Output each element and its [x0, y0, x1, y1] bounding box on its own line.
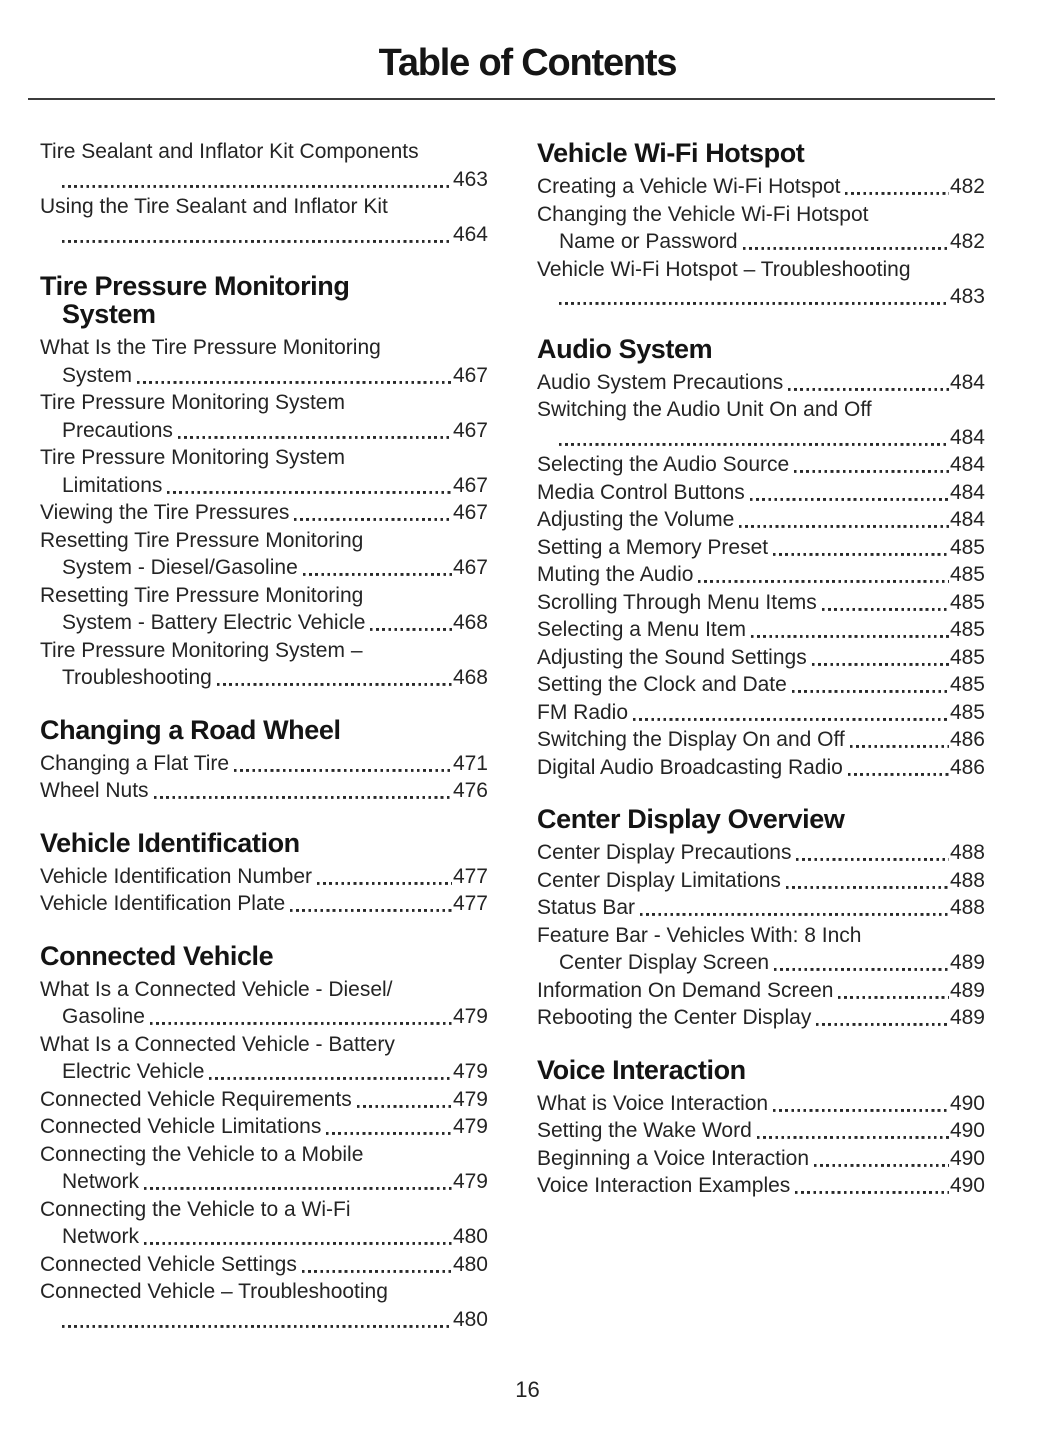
toc-entry — [40, 976, 488, 1031]
dot-leader — [773, 1109, 949, 1118]
toc-entry — [537, 451, 985, 479]
dot-leader — [640, 913, 949, 922]
entry-page-number: 486 — [949, 728, 985, 751]
dot-leader — [62, 240, 452, 249]
entry-text: Adjusting the Sound Settings — [537, 645, 807, 669]
entry-text: Media Control Buttons — [537, 480, 745, 504]
section-heading — [40, 942, 488, 970]
dot-leader — [317, 882, 452, 891]
entry-page-number: 467 — [452, 501, 488, 524]
toc-entry — [40, 637, 488, 692]
entry-leader-line — [537, 283, 985, 311]
entry-page-number: 467 — [452, 418, 488, 442]
dot-leader — [698, 580, 949, 589]
entry-text: Center Display Limitations — [537, 868, 781, 892]
entry-leader-line — [537, 671, 985, 699]
entry-page-number: 479 — [452, 1115, 488, 1138]
entry-page-number: 484 — [949, 453, 985, 476]
entry-page-number: 490 — [949, 1119, 985, 1142]
toc-entry — [40, 777, 488, 805]
entry-text: Digital Audio Broadcasting Radio — [537, 755, 843, 779]
dot-leader — [814, 1164, 949, 1173]
entry-leader-line — [537, 894, 985, 922]
dot-leader — [150, 1022, 452, 1031]
dot-leader — [788, 388, 949, 397]
entry-page-number: 467 — [452, 473, 488, 497]
entry-text: Setting the Clock and Date — [537, 673, 787, 696]
entry-page-number: 479 — [452, 1060, 488, 1083]
entry-page-number: 480 — [452, 1307, 488, 1331]
entry-text-line: Tire Sealant and Inflator Kit Components — [40, 140, 419, 163]
entry-text: Audio System Precautions — [537, 370, 784, 394]
dot-leader — [326, 1132, 452, 1141]
entry-text: System - Battery Electric Vehicle — [62, 611, 366, 634]
entry-leader-line — [40, 609, 488, 637]
entry-text-line: Using the Tire Sealant and Inflator Kit — [40, 195, 388, 218]
toc-entry — [537, 201, 985, 256]
entry-page-number: 488 — [949, 868, 985, 892]
entry-text: Network — [62, 1170, 140, 1193]
entry-leader-line — [40, 777, 488, 805]
dot-leader — [144, 1187, 452, 1196]
toc-entry — [40, 527, 488, 582]
entry-text: Precautions — [62, 418, 173, 442]
section-heading-line: Tire Pressure Monitoring — [40, 271, 350, 301]
entry-leader-line — [40, 750, 488, 778]
entry-leader-line — [537, 754, 985, 782]
entry-text: Vehicle Identification Plate — [40, 892, 286, 915]
entry-text-line: Tire Pressure Monitoring System — [40, 391, 345, 414]
title-divider — [28, 98, 995, 100]
toc-entry — [537, 699, 985, 727]
entry-text: Rebooting the Center Display — [537, 1006, 812, 1029]
toc-entry — [40, 1086, 488, 1114]
entry-page-number: 485 — [949, 700, 985, 724]
dot-leader — [794, 470, 949, 479]
entry-page-number: 467 — [452, 556, 488, 579]
toc-entry — [40, 334, 488, 389]
entry-leader-line — [40, 1251, 488, 1279]
dot-leader — [633, 718, 949, 727]
entry-leader-line — [537, 644, 985, 672]
entry-page-number: 490 — [949, 1091, 985, 1115]
entry-text: Connected Vehicle Settings — [40, 1252, 297, 1276]
section-heading — [40, 716, 488, 744]
toc-entry — [537, 644, 985, 672]
toc-entry — [537, 534, 985, 562]
entry-text: Center Display Precautions — [537, 841, 792, 864]
dot-leader — [792, 690, 949, 699]
entry-text: What is Voice Interaction — [537, 1091, 769, 1115]
entry-page-number: 484 — [949, 425, 985, 449]
dot-leader — [294, 518, 452, 527]
toc-entry — [537, 1004, 985, 1032]
toc-entry — [537, 922, 985, 977]
entry-leader-line — [537, 616, 985, 644]
entry-page-number: 490 — [949, 1146, 985, 1170]
entry-page-number: 488 — [949, 841, 985, 864]
entry-leader-line — [537, 1145, 985, 1173]
entry-text: Information On Demand Screen — [537, 978, 834, 1002]
entry-text: System - Diesel/Gasoline — [62, 556, 298, 579]
entry-leader-line — [537, 534, 985, 562]
toc-entry — [537, 589, 985, 617]
dot-leader — [559, 443, 949, 452]
toc-entry — [537, 479, 985, 507]
dot-leader — [167, 491, 452, 500]
entry-leader-line — [537, 949, 985, 977]
toc-entry — [537, 671, 985, 699]
dot-leader — [62, 1325, 452, 1334]
entry-text-line: What Is a Connected Vehicle - Battery — [40, 1032, 395, 1056]
entry-text: Beginning a Voice Interaction — [537, 1146, 810, 1170]
toc-entry — [40, 193, 488, 248]
toc-entry — [40, 389, 488, 444]
dot-leader — [848, 773, 949, 782]
toc-entry — [40, 1278, 488, 1333]
entry-text-line: What Is the Tire Pressure Monitoring — [40, 336, 381, 359]
entry-leader-line — [40, 1113, 488, 1141]
entry-page-number: 479 — [452, 1170, 488, 1193]
entry-page-number: 484 — [949, 508, 985, 531]
dot-leader — [739, 525, 949, 534]
entry-leader-line — [537, 977, 985, 1005]
entry-leader-line — [537, 1090, 985, 1118]
entry-text-line: What Is a Connected Vehicle - Diesel/ — [40, 977, 393, 1001]
entry-text: Troubleshooting — [62, 666, 212, 689]
dot-leader — [773, 553, 949, 562]
entry-page-number: 467 — [452, 363, 488, 387]
toc-entry — [40, 1031, 488, 1086]
entry-page-number: 485 — [949, 590, 985, 614]
entry-leader-line — [40, 1003, 488, 1031]
entry-text-line: Connected Vehicle – Troubleshooting — [40, 1280, 388, 1303]
entry-leader-line — [40, 1223, 488, 1251]
dot-leader — [795, 1191, 949, 1200]
toc-entry — [40, 1113, 488, 1141]
toc-entry — [537, 561, 985, 589]
entry-text-line: Resetting Tire Pressure Monitoring — [40, 583, 364, 607]
section-heading — [537, 139, 985, 167]
dot-leader — [357, 1105, 452, 1114]
entry-leader-line — [40, 1058, 488, 1086]
entry-page-number: 480 — [452, 1225, 488, 1248]
entry-text-line: Feature Bar - Vehicles With: 8 Inch — [537, 923, 862, 947]
entry-leader-line — [537, 867, 985, 895]
entry-text: Wheel Nuts — [40, 779, 149, 802]
entry-page-number: 484 — [949, 480, 985, 504]
dot-leader — [812, 663, 949, 672]
entry-leader-line — [537, 369, 985, 397]
toc-entry — [40, 1196, 488, 1251]
toc-entry — [537, 726, 985, 754]
dot-leader — [743, 247, 949, 256]
entry-page-number: 480 — [452, 1252, 488, 1276]
entry-text: Setting a Memory Preset — [537, 535, 769, 559]
entry-leader-line — [40, 221, 488, 249]
entry-text: Changing a Flat Tire — [40, 751, 230, 775]
entry-leader-line — [537, 1172, 985, 1200]
page-number: 16 — [515, 1377, 540, 1402]
entry-page-number: 477 — [452, 892, 488, 915]
section-heading-line: Voice Interaction — [537, 1054, 746, 1085]
entry-leader-line — [537, 506, 985, 534]
entry-text-line: Connecting the Vehicle to a Mobile — [40, 1142, 364, 1166]
dot-leader — [816, 1023, 949, 1032]
section-heading — [40, 829, 488, 857]
toc-entry — [537, 867, 985, 895]
dot-leader — [303, 573, 452, 582]
entry-text: Setting the Wake Word — [537, 1119, 752, 1142]
dot-leader — [144, 1242, 452, 1251]
dot-leader — [178, 436, 452, 445]
entry-text: Limitations — [62, 473, 163, 497]
dot-leader — [796, 858, 949, 867]
toc-entry — [537, 256, 985, 311]
entry-leader-line — [40, 362, 488, 390]
dot-leader — [838, 996, 948, 1005]
entry-text: Muting the Audio — [537, 563, 694, 586]
entry-page-number: 468 — [452, 666, 488, 689]
toc-entry — [40, 863, 488, 891]
entry-text: Creating a Vehicle Wi-Fi Hotspot — [537, 175, 841, 198]
entry-page-number: 489 — [949, 1006, 985, 1029]
toc-entry — [537, 616, 985, 644]
section-heading-line: Audio System — [537, 333, 713, 364]
toc-entry — [40, 750, 488, 778]
toc-entry — [537, 396, 985, 451]
dot-leader — [154, 796, 452, 805]
toc-entry — [40, 582, 488, 637]
entry-leader-line — [537, 1004, 985, 1032]
entry-page-number: 463 — [452, 167, 488, 191]
dot-leader — [757, 1136, 949, 1145]
entry-leader-line — [40, 417, 488, 445]
entry-text: Connected Vehicle Limitations — [40, 1115, 322, 1138]
entry-page-number: 489 — [949, 951, 985, 974]
entry-page-number: 485 — [949, 618, 985, 641]
entry-page-number: 482 — [949, 175, 985, 198]
entry-leader-line — [537, 726, 985, 754]
dot-leader — [850, 745, 949, 754]
dot-leader — [290, 909, 452, 918]
toc-entry — [537, 1172, 985, 1200]
entry-leader-line — [537, 451, 985, 479]
section-heading — [537, 1056, 985, 1084]
dot-leader — [234, 769, 452, 778]
entry-leader-line — [537, 699, 985, 727]
entry-text: Viewing the Tire Pressures — [40, 501, 290, 524]
dot-leader — [786, 886, 949, 895]
dot-leader — [774, 968, 949, 977]
entry-text: System — [62, 363, 133, 387]
dot-leader — [370, 628, 452, 637]
entry-text-line: Vehicle Wi-Fi Hotspot – Troubleshooting — [537, 257, 911, 281]
dot-leader — [217, 683, 452, 692]
entry-text: Scrolling Through Menu Items — [537, 590, 817, 614]
entry-leader-line — [40, 863, 488, 891]
entry-page-number: 489 — [949, 978, 985, 1002]
entry-page-number: 468 — [452, 611, 488, 634]
entry-text-line: Tire Pressure Monitoring System — [40, 446, 345, 469]
toc-entry — [537, 839, 985, 867]
section-heading-line: Changing a Road Wheel — [40, 714, 341, 745]
entry-text-line: Switching the Audio Unit On and Off — [537, 398, 872, 421]
toc-entry — [537, 754, 985, 782]
entry-leader-line — [537, 173, 985, 201]
entry-leader-line — [40, 499, 488, 527]
toc-entry — [40, 1141, 488, 1196]
dot-leader — [750, 498, 949, 507]
entry-leader-line — [537, 589, 985, 617]
entry-page-number: 479 — [452, 1087, 488, 1111]
entry-leader-line — [537, 424, 985, 452]
toc-entry — [40, 890, 488, 918]
entry-text-line: Changing the Vehicle Wi-Fi Hotspot — [537, 202, 869, 226]
entry-text: Center Display Screen — [559, 951, 770, 974]
entry-page-number: 464 — [452, 222, 488, 246]
entry-page-number: 485 — [949, 563, 985, 586]
dot-leader — [751, 635, 949, 644]
entry-leader-line — [537, 228, 985, 256]
entry-page-number: 484 — [949, 370, 985, 394]
entry-page-number: 483 — [949, 285, 985, 308]
entry-text-line: Resetting Tire Pressure Monitoring — [40, 528, 364, 552]
section-heading — [537, 335, 985, 363]
dot-leader — [137, 381, 452, 390]
toc-entry — [537, 1117, 985, 1145]
entry-leader-line — [537, 479, 985, 507]
toc-entry — [537, 1090, 985, 1118]
page-title: Table of Contents — [378, 42, 677, 84]
toc-entry — [537, 506, 985, 534]
entry-text: Status Bar — [537, 896, 636, 919]
entry-text: Electric Vehicle — [62, 1060, 205, 1083]
entry-text: Switching the Display On and Off — [537, 728, 845, 751]
entry-text: Selecting the Audio Source — [537, 453, 790, 476]
entry-page-number: 485 — [949, 673, 985, 696]
entry-text: Network — [62, 1225, 140, 1248]
entry-leader-line — [537, 561, 985, 589]
dot-leader — [302, 1270, 452, 1279]
toc-entry — [537, 173, 985, 201]
entry-leader-line — [40, 1168, 488, 1196]
entry-page-number: 476 — [452, 779, 488, 802]
entry-text: Gasoline — [62, 1005, 145, 1028]
entry-page-number: 479 — [452, 1005, 488, 1028]
entry-leader-line — [40, 890, 488, 918]
entry-page-number: 477 — [452, 864, 488, 888]
entry-text-line: Tire Pressure Monitoring System – — [40, 638, 363, 662]
dot-leader — [62, 185, 452, 194]
section-heading-line: System — [62, 299, 156, 329]
entry-text: FM Radio — [537, 700, 629, 724]
section-heading — [537, 805, 985, 833]
dot-leader — [845, 192, 948, 201]
toc-entry — [40, 499, 488, 527]
entry-page-number: 485 — [949, 535, 985, 559]
entry-page-number: 471 — [452, 751, 488, 775]
entry-text-line: Connecting the Vehicle to a Wi-Fi — [40, 1197, 351, 1221]
entry-page-number: 486 — [949, 755, 985, 779]
entry-page-number: 485 — [949, 645, 985, 669]
dot-leader — [822, 608, 949, 617]
toc-entry — [537, 369, 985, 397]
toc-entry — [537, 894, 985, 922]
toc-entry — [537, 977, 985, 1005]
entry-leader-line — [40, 166, 488, 194]
entry-text: Vehicle Identification Number — [40, 864, 312, 888]
entry-text: Selecting a Menu Item — [537, 618, 746, 641]
section-heading-line: Vehicle Wi-Fi Hotspot — [537, 138, 805, 168]
entry-leader-line — [537, 1117, 985, 1145]
toc-columns — [40, 138, 985, 1333]
entry-leader-line — [537, 839, 985, 867]
toc-column-left — [40, 138, 488, 1333]
entry-page-number: 482 — [949, 230, 985, 253]
toc-column-right — [537, 138, 985, 1200]
entry-page-number: 490 — [949, 1174, 985, 1197]
entry-leader-line — [40, 554, 488, 582]
section-heading-line: Connected Vehicle — [40, 940, 274, 971]
toc-entry — [537, 1145, 985, 1173]
toc-entry — [40, 1251, 488, 1279]
entry-leader-line — [40, 664, 488, 692]
entry-leader-line — [40, 472, 488, 500]
toc-entry — [40, 138, 488, 193]
dot-leader — [209, 1077, 452, 1086]
entry-leader-line — [40, 1086, 488, 1114]
dot-leader — [559, 302, 949, 311]
entry-text: Connected Vehicle Requirements — [40, 1087, 352, 1111]
entry-text: Voice Interaction Examples — [537, 1174, 791, 1197]
entry-page-number: 488 — [949, 896, 985, 919]
section-heading-line: Center Display Overview — [537, 804, 845, 834]
section-heading — [40, 272, 488, 328]
section-heading-line: Vehicle Identification — [40, 827, 300, 858]
entry-leader-line — [40, 1306, 488, 1334]
toc-entry — [40, 444, 488, 499]
entry-text: Adjusting the Volume — [537, 508, 735, 531]
entry-text: Name or Password — [559, 230, 738, 253]
